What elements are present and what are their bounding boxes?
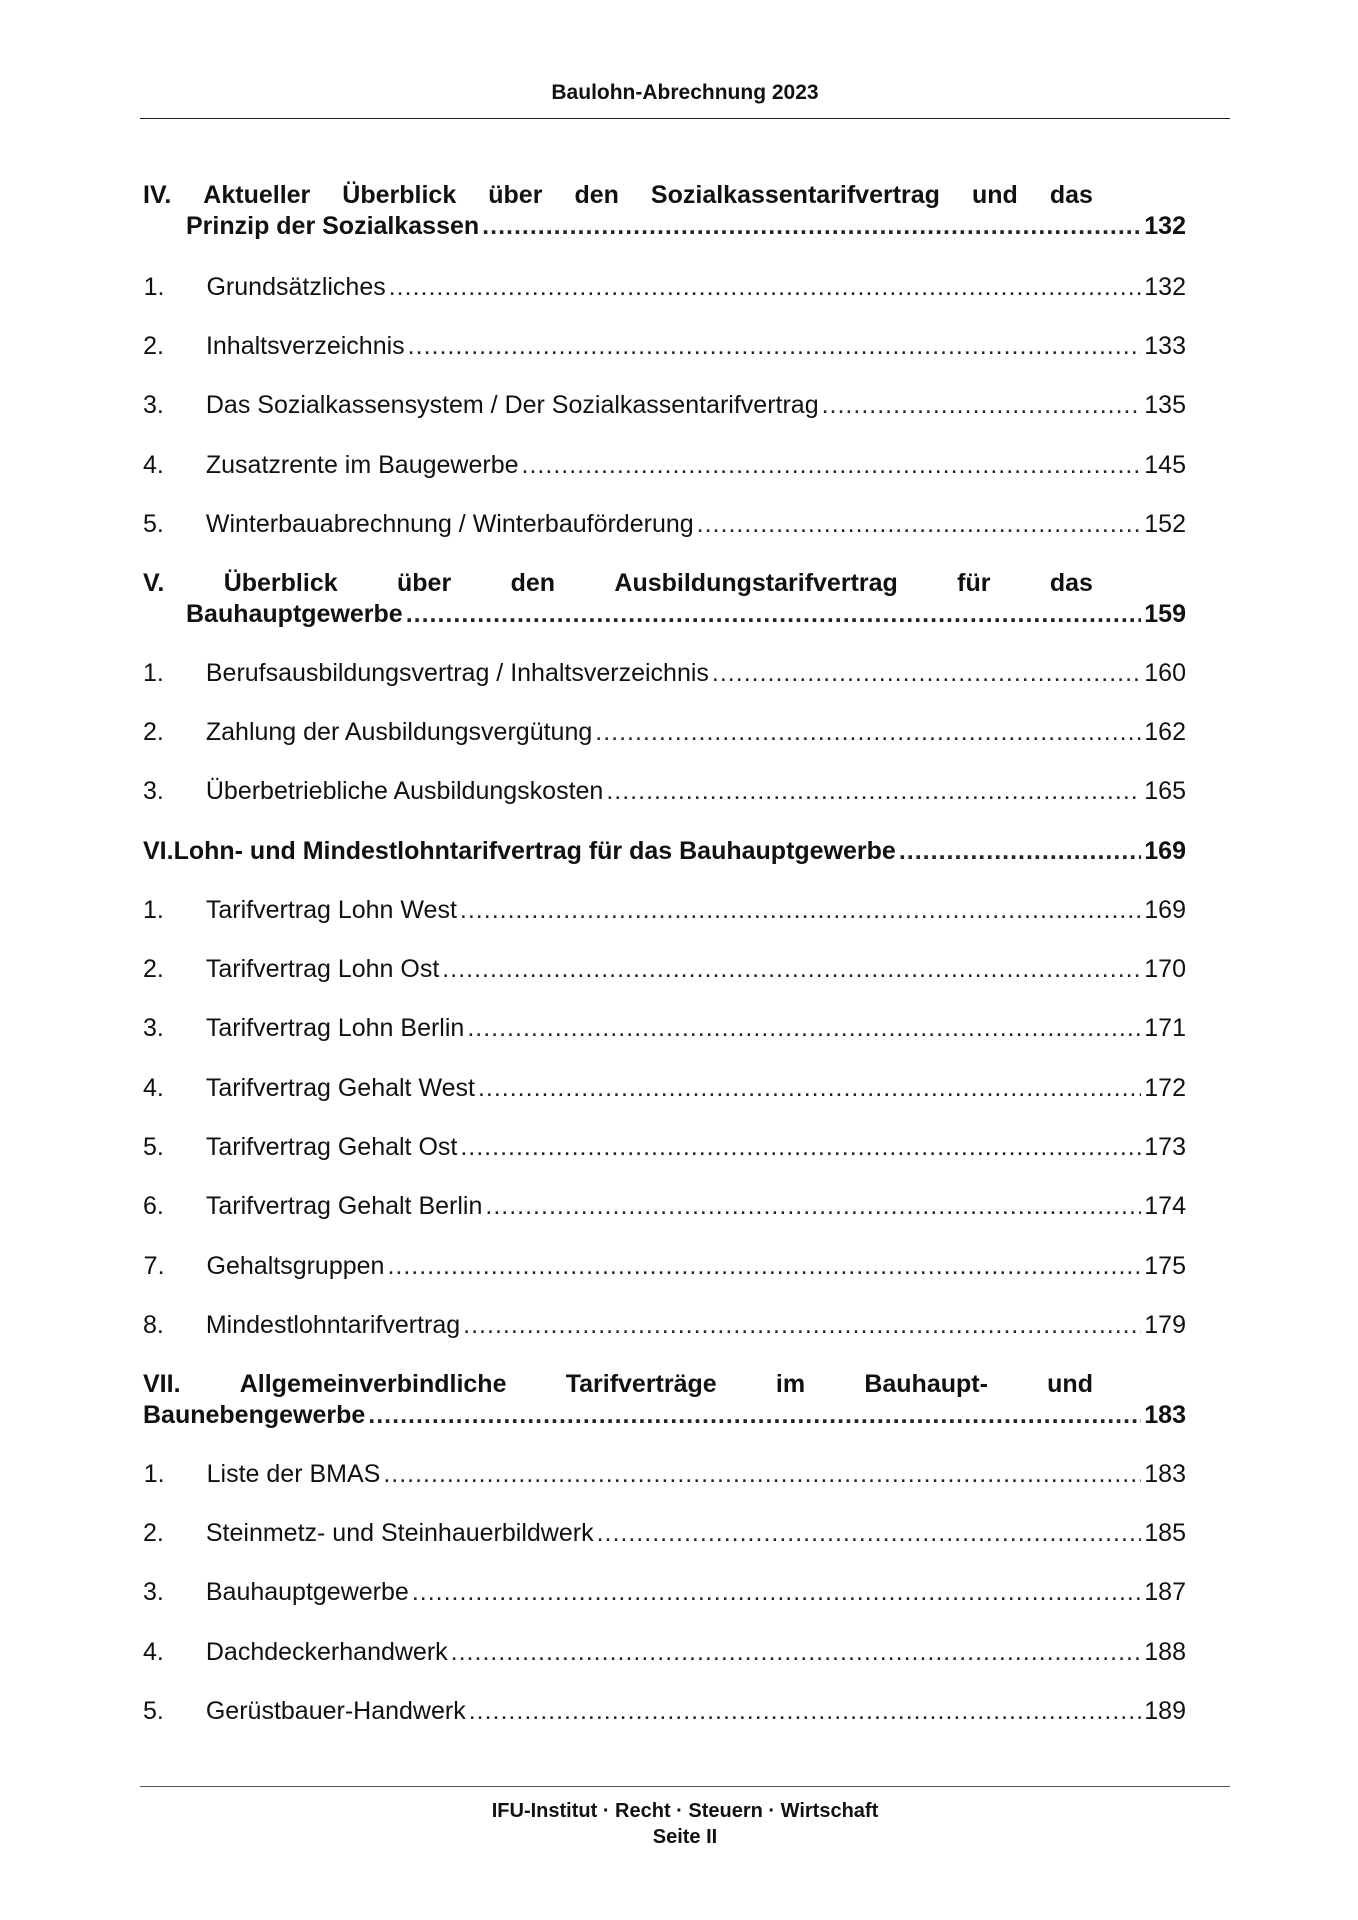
item-title: Mindestlohntarifvertrag (205, 1311, 461, 1339)
page-number: 169 (1144, 837, 1186, 865)
page-number: 152 (1144, 510, 1186, 538)
item-title: Überbetriebliche Ausbildungskosten (205, 777, 604, 805)
item-number: 3. (143, 777, 164, 805)
item-number: 3. (143, 1578, 164, 1606)
heading-word: Sozialkassentarifvertrag (650, 181, 940, 209)
dot-leader (485, 1191, 1141, 1222)
dot-leader (522, 450, 1142, 481)
page-number: 169 (1144, 896, 1186, 924)
item-number: 4. (143, 451, 164, 479)
dot-leader (387, 1251, 1141, 1282)
toc-item[interactable] (143, 1696, 1186, 1727)
page-number: 189 (1144, 1697, 1186, 1725)
page-footer (140, 1798, 1230, 1850)
item-title: Grundsätzliches (206, 273, 386, 301)
item-title: Liste der BMAS (206, 1460, 381, 1488)
toc-item[interactable] (143, 390, 1186, 421)
page-number: 172 (1144, 1074, 1186, 1102)
item-title: Zusatzrente im Baugewerbe (205, 451, 519, 479)
dot-leader (712, 658, 1141, 689)
heading-word: für (957, 569, 991, 597)
section-number: VI. (143, 837, 174, 865)
dot-leader (595, 717, 1141, 748)
toc-item[interactable] (143, 509, 1186, 540)
item-number: 4. (143, 1638, 164, 1666)
toc-section-vii-heading (143, 1369, 1093, 1400)
page-header: Baulohn-Abrechnung 2023 (551, 81, 819, 104)
toc-item[interactable] (143, 331, 1186, 362)
toc-section-vii[interactable] (143, 1369, 1186, 1431)
footer-page-label: Seite II (652, 1826, 718, 1848)
heading-word: Allgemeinverbindliche (239, 1370, 507, 1398)
item-number: 2. (143, 1519, 164, 1547)
heading-word: Bauhaupt- (864, 1370, 988, 1398)
toc-section-v-heading (143, 568, 1093, 599)
item-number: 8. (143, 1311, 164, 1339)
toc-item[interactable] (143, 1251, 1186, 1282)
item-title: Gehaltsgruppen (206, 1252, 385, 1280)
page-number: 162 (1144, 718, 1186, 746)
dot-leader (463, 1310, 1141, 1341)
heading-word: über (397, 569, 452, 597)
dot-leader (442, 954, 1141, 985)
toc-item[interactable] (143, 1637, 1186, 1668)
heading-continuation: Baunebengewerbe (143, 1401, 366, 1429)
page-number: 174 (1144, 1192, 1186, 1220)
item-title: Berufsausbildungsvertrag / Inhaltsverzeichnis (205, 659, 709, 687)
item-title: Winterbauabrechnung / Winterbauförderung (205, 510, 694, 538)
toc-item[interactable] (143, 272, 1186, 303)
toc-item[interactable] (143, 1013, 1186, 1044)
dot-leader (460, 895, 1141, 926)
dot-leader (597, 1518, 1142, 1549)
item-number: 1. (143, 1460, 165, 1488)
item-title: Inhaltsverzeichnis (205, 332, 405, 360)
toc-section-v[interactable] (143, 568, 1186, 630)
heading-word: über (488, 181, 543, 209)
toc-item[interactable] (143, 450, 1186, 481)
page-number: 183 (1144, 1460, 1186, 1488)
dot-leader (412, 1577, 1141, 1608)
dot-leader (467, 1013, 1141, 1044)
page-number: 159 (1144, 600, 1186, 628)
heading-word: Überblick (342, 181, 457, 209)
footer-publisher: IFU-Institut · Recht · Steuern · Wirtschaft (491, 1800, 879, 1822)
heading-word: das (1049, 569, 1093, 597)
dot-leader (383, 1459, 1141, 1490)
dot-leader (899, 836, 1141, 867)
item-number: 5. (143, 1697, 164, 1725)
footer-divider (140, 1786, 1230, 1787)
toc-item[interactable] (143, 776, 1186, 807)
page-number: 133 (1144, 332, 1186, 360)
page-number: 171 (1144, 1014, 1186, 1042)
page-number: 165 (1144, 777, 1186, 805)
dot-leader (368, 1400, 1141, 1431)
dot-leader (822, 390, 1142, 421)
heading-word: Ausbildungstarifvertrag (614, 569, 898, 597)
toc-item[interactable] (143, 658, 1186, 689)
section-number: V. (143, 569, 165, 597)
item-title: Tarifvertrag Lohn West (205, 896, 457, 924)
dot-leader (451, 1637, 1142, 1668)
page-number: 188 (1144, 1638, 1186, 1666)
dot-leader (697, 509, 1142, 540)
dot-leader (469, 1696, 1142, 1727)
item-title: Dachdeckerhandwerk (205, 1638, 448, 1666)
item-number: 6. (143, 1192, 164, 1220)
section-number: IV. (143, 181, 172, 209)
item-number: 1. (143, 273, 165, 301)
item-number: 2. (143, 955, 164, 983)
item-number: 3. (143, 391, 164, 419)
heading-word: und (1047, 1370, 1093, 1398)
toc-item[interactable] (143, 717, 1186, 748)
item-title: Tarifvertrag Gehalt West (205, 1074, 475, 1102)
item-title: Tarifvertrag Lohn Ost (205, 955, 440, 983)
toc-item[interactable] (143, 1518, 1186, 1549)
dot-leader (406, 599, 1142, 630)
dot-leader (408, 331, 1142, 362)
dot-leader (606, 776, 1141, 807)
heading-word: im (775, 1370, 806, 1398)
item-number: 5. (143, 510, 164, 538)
item-title: Bauhauptgewerbe (205, 1578, 409, 1606)
item-title: Tarifvertrag Gehalt Berlin (205, 1192, 483, 1220)
toc-section-iv-heading (143, 180, 1093, 211)
item-number: 2. (143, 332, 164, 360)
item-title: Zahlung der Ausbildungsvergütung (205, 718, 593, 746)
item-number: 2. (143, 718, 164, 746)
heading-word: Überblick (223, 569, 338, 597)
item-title: Steinmetz- und Steinhauerbildwerk (205, 1519, 594, 1547)
toc-item[interactable] (143, 1191, 1186, 1222)
toc-item[interactable] (143, 895, 1186, 926)
item-title: Tarifvertrag Gehalt Ost (205, 1133, 458, 1161)
page-number: 135 (1144, 391, 1186, 419)
heading-continuation: Bauhauptgewerbe (186, 600, 403, 628)
toc-item[interactable] (143, 1577, 1186, 1608)
page-number: 170 (1144, 955, 1186, 983)
item-number: 1. (143, 659, 164, 687)
dot-leader (460, 1132, 1141, 1163)
dot-leader (389, 272, 1142, 303)
page-number: 187 (1144, 1578, 1186, 1606)
toc-item[interactable] (143, 1132, 1186, 1163)
toc-item[interactable] (143, 1459, 1186, 1490)
item-title: Tarifvertrag Lohn Berlin (205, 1014, 465, 1042)
item-number: 5. (143, 1133, 164, 1161)
toc-section-iv[interactable] (143, 180, 1186, 242)
section-number: VII. (143, 1370, 181, 1398)
toc-item[interactable] (143, 1073, 1186, 1104)
page-number: 179 (1144, 1311, 1186, 1339)
heading-word: den (510, 569, 556, 597)
section-title: Lohn- und Mindestlohntarifvertrag für das Bauhauptgewerbe (173, 837, 896, 865)
toc-item[interactable] (143, 954, 1186, 985)
dot-leader (482, 211, 1141, 242)
page-number: 145 (1144, 451, 1186, 479)
item-title: Gerüstbauer-Handwerk (205, 1697, 466, 1725)
page-number: 173 (1144, 1133, 1186, 1161)
heading-word: Tarifverträge (565, 1370, 717, 1398)
page-number: 160 (1144, 659, 1186, 687)
item-number: 1. (143, 896, 164, 924)
heading-continuation: Prinzip der Sozialkassen (186, 212, 480, 240)
item-title: Das Sozialkassensystem / Der Sozialkassentarifvertrag (205, 391, 819, 419)
heading-word: das (1049, 181, 1093, 209)
page-number: 132 (1144, 212, 1186, 240)
page-number: 185 (1144, 1519, 1186, 1547)
page-number: 175 (1144, 1252, 1186, 1280)
item-number: 3. (143, 1014, 164, 1042)
page-number: 132 (1144, 273, 1186, 301)
heading-word: den (574, 181, 619, 209)
toc-item[interactable] (143, 1310, 1186, 1341)
heading-word: und (971, 181, 1018, 209)
item-number: 4. (143, 1074, 164, 1102)
item-number: 7. (143, 1252, 165, 1280)
toc-section-vi[interactable] (143, 836, 1186, 867)
dot-leader (478, 1073, 1141, 1104)
page-number: 183 (1144, 1401, 1186, 1429)
heading-word: Aktueller (203, 181, 311, 209)
